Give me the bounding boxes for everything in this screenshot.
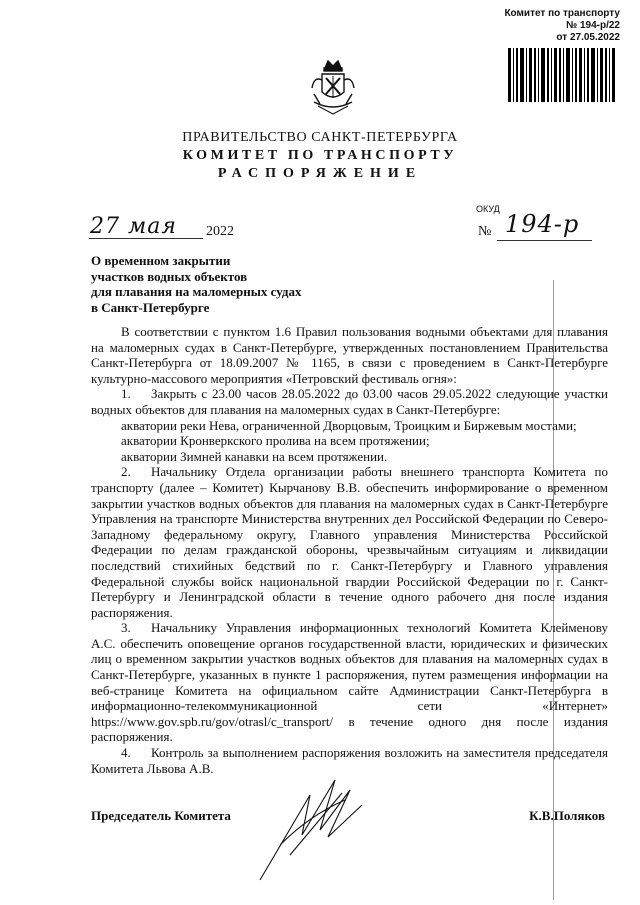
item-1-subitem: акватории Зимней канавки на всем протяжении. (121, 448, 388, 464)
item-number: 2. (121, 464, 131, 480)
stamp-date: от 27.05.2022 (556, 32, 620, 43)
subject-line: участков водных объектов (91, 268, 248, 284)
handwritten-date: 27 мая (90, 214, 177, 239)
registration-stamp (470, 8, 620, 44)
document-subject (91, 253, 302, 315)
subject-line: О временном закрытии (91, 253, 231, 268)
item-1-paragraph (91, 386, 608, 417)
barcode-icon (468, 48, 618, 102)
item-1-subitem: акватории реки Нева, ограниченной Дворцовым, Троицким и Биржевым мостами; (121, 417, 577, 433)
okud-label: ОКУД (476, 204, 500, 214)
item-text: Начальнику Управления информационных технологий Комитета Клейменову А.С. обеспечить оповещение органов государственной власти, юридических и физических лиц о временном закрытии участков водных объектов для плавания на маломерных судах в Санкт-Петербурге, указанных в пункте 1 распоряжения, путем размещения информации на веб-странице Комитета на официальном сайте Администрации Санкт-Петербурга в информационно-телекоммуникационной сети «Интернет» https://www.gov.spb.ru/gov/otrasl/c_transport/ в течение одного дня после издания распоряжения. (91, 620, 608, 745)
number-sign: № (478, 224, 492, 239)
item-number: 4. (121, 745, 131, 761)
signature-icon (250, 775, 370, 885)
coat-of-arms-icon (310, 58, 356, 118)
handwritten-number: 194-р (505, 210, 580, 238)
item-number: 3. (121, 620, 131, 636)
subject-line: в Санкт-Петербурге (91, 299, 210, 315)
item-text: Начальнику Отдела организации работы внешнего транспорта Комитета по транспорту (далее – Комитет) Кырчанову В.В. обеспечить информирование о временном закрытии участков водных объектов для плавания на маломерных судах в Санкт-Петербурге Управления на транспорте Министерства внутренних дел Российской Федерации по Северо-Западному федеральному округу, Главного управления Министерства Российской Федерации по делам гражданской обороны, чрезвычайным ситуациям и ликвидации последствий стихийных бедствий по г. Санкт-Петербургу и Главного управления Федеральной службы войск национальной гвардии Российской Федерации по г. Санкт-Петербургу и Ленинградской области в течение одного рабочего дня после издания распоряжения. (91, 464, 608, 620)
preamble-paragraph: В соответствии с пунктом 1.6 Правил пользования водными объектами для плавания на маломерных судах в Санкт-Петербурге, утвержденных постановлением Правительства Санкт-Петербурга от 18.09.2007 № 1165, в связи с проведением в Санкт-Петербурге культурно-массового мероприятия «Петровский фестиваль огня»: (91, 324, 608, 386)
document-body (91, 324, 608, 776)
item-4-paragraph (91, 745, 608, 776)
item-text: Закрыть с 23.00 часов 28.05.2022 до 03.00 часов 29.05.2022 следующие участки водных объектов для плавания на маломерных судах в Санкт-Петербурге: (91, 386, 608, 417)
item-text: Контроль за выполнением распоряжения возложить на заместителя председателя Комитета Львова А.В. (91, 745, 608, 776)
stamp-committee: Комитет по транспорту (504, 8, 620, 19)
date-year: 2022 (206, 224, 234, 239)
item-1-subitem: акватории Кронверкского пролива на всем протяжении; (121, 433, 430, 449)
government-title: ПРАВИТЕЛЬСТВО САНКТ-ПЕТЕРБУРГА (182, 130, 458, 145)
date-underline (89, 238, 203, 239)
signatory-position: Председатель Комитета (91, 808, 231, 823)
subject-line: для плавания на маломерных судах (91, 284, 302, 299)
item-3-paragraph (91, 620, 608, 745)
stamp-number: № 194-р/22 (566, 20, 620, 31)
document-type: РАСПОРЯЖЕНИЕ (217, 166, 423, 181)
signatory-name: К.В.Поляков (529, 808, 605, 823)
item-2-paragraph (91, 464, 608, 620)
committee-title: КОМИТЕТ ПО ТРАНСПОРТУ (182, 148, 458, 163)
number-underline (497, 240, 592, 241)
item-number: 1. (121, 386, 131, 402)
